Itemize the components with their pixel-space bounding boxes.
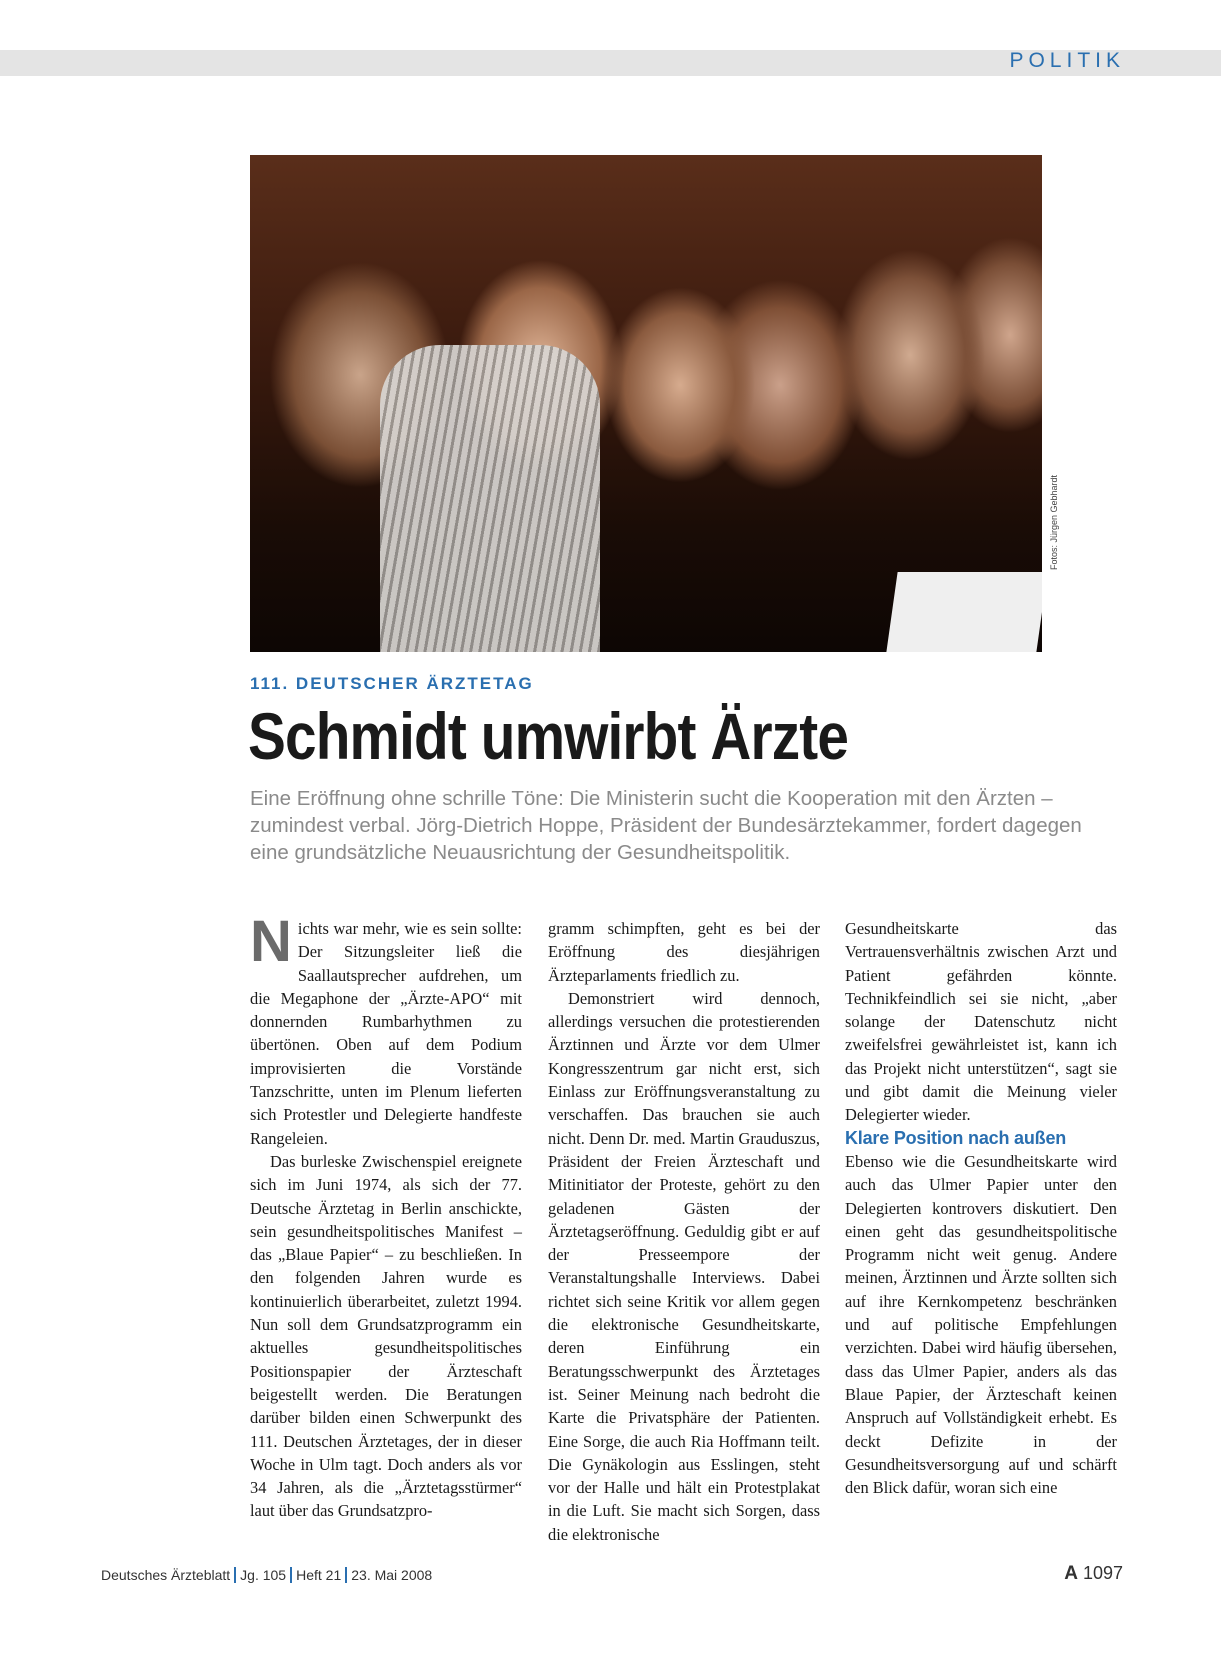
journal-name: Deutsches Ärzteblatt (101, 1567, 231, 1583)
page-number-value: 1097 (1082, 1563, 1123, 1583)
text-column-2 (548, 917, 820, 1546)
journal-issue: Heft 21 (296, 1567, 342, 1583)
page-number (1064, 1563, 1123, 1585)
paragraph-text: ichts war mehr, wie es sein sollte: Der Sitzungsleiter ließ die Saallautsprecher aufdrehen, um die Megaphone der „Ärzte-APO“ mit donnernden Rumbarhythmen zu übertönen. Oben auf dem Podium improvisierten die Vorstände Tanzschritte, unten im Plenum lieferten sich Protestler und Delegierte handfeste Rangeleien. (250, 919, 522, 1148)
page-footer (101, 1567, 432, 1583)
footer-separator (290, 1567, 292, 1583)
article-photo (250, 155, 1042, 652)
drop-cap: N (250, 909, 292, 974)
paragraph: gramm schimpften, geht es bei der Eröffnung des diesjährigen Ärzteparlaments friedlich zu. (548, 919, 820, 985)
section-subhead: Klare Position nach außen (845, 1127, 1067, 1148)
paragraph: Das burleske Zwischenspiel ereignete sich im Juni 1974, als sich der 77. Deutsche Ärztetag in Berlin anschickte, sein gesundheitspolitisches Manifest – das „Blaue Papier“ – zu beschließen. In den folgenden Jahren wurde es kontinuierlich überarbeitet, zuletzt 1994. Nun soll dem Grundsatzprogramm ein aktuelles gesundheitspolitisches Positionspapier der Ärzteschaft beigestellt werden. Die Beratungen darüber bilden einen Schwerpunkt des 111. Deutschen Ärztetages, der in dieser Woche in Ulm tagt. Doch anders als vor 34 Jahren, als die „Ärztetagsstürmer“ laut über das Grundsatzpro- (250, 1151, 522, 1521)
article-kicker: 111. DEUTSCHER ÄRZTETAG (250, 674, 534, 693)
footer-separator (345, 1567, 347, 1583)
paragraph: Demonstriert wird dennoch, allerdings versuchen die protestierenden Ärztinnen und Ärzte vor dem Ulmer Kongresszentrum gar nicht erst, sich Einlass zur Eröffnungsveranstaltung zu verschaffen. Das brauchen sie auch nicht. Denn Dr. med. Martin Grauduszus, Präsident der Freien Ärzteschaft und Mitinitiator der Proteste, gehört zu den geladenen Gästen der Ärztetagseröffnung. Geduldig gibt er auf der Presseempore der Veranstaltungshalle Interviews. Dabei richtet sich seine Kritik vor allem gegen die elektronische Gesundheitskarte, deren Einführung ein Beratungsschwerpunkt des Ärztetages ist. Seiner Meinung nach bedroht die Karte die Privatsphäre der Patienten. Eine Sorge, die auch Ria Hoffmann teilt. Die Gynäkologin aus Esslingen, steht vor der Halle und hält ein Protestplakat in die Luft. Sie macht sich Sorgen, dass die elektronische (548, 988, 820, 1544)
page-prefix: A (1064, 1563, 1078, 1584)
journal-date: 23. Mai 2008 (351, 1567, 433, 1583)
article-headline: Schmidt umwirbt Ärzte (248, 699, 849, 773)
text-column-1 (250, 909, 522, 1523)
section-label: POLITIK (1009, 49, 1125, 72)
paragraph: Ebenso wie die Gesundheitskarte wird auch das Ulmer Papier unter den Delegierten kontrovers diskutiert. Den einen geht das gesundheitspolitische Programm nicht weit genug. Andere meinen, Ärztinnen und Ärzte sollten sich auf ihre Kernkompetenz beschränken und auf politische Empfehlungen verzichten. Dabei wird häufig übersehen, dass das Ulmer Papier, anders als das Blaue Papier, der Ärzteschaft keinen Anspruch auf Vollständigkeit erhebt. Es deckt Defizite in der Gesundheitsversorgung auf und schärft den Blick dafür, woran sich eine (845, 1151, 1117, 1498)
article-lead: Eine Eröffnung ohne schrille Töne: Die Ministerin sucht die Kooperation mit den Ärzten – zumindest verbal. Jörg-Dietrich Hoppe, Präsident der Bundesärztekammer, fordert dagegen eine grundsätzliche Neuausrichtung der Gesundheitspolitik. (250, 787, 1082, 864)
photo-credit: Fotos: Jürgen Gebhardt (1049, 474, 1059, 570)
photo-shirt-shape (380, 345, 600, 652)
text-column-3 (845, 917, 1117, 1499)
paragraph: Gesundheitskarte das Vertrauensverhältnis zwischen Arzt und Patient gefährden könnte. Technikfeindlich sei sie nicht, „aber solange der Datenschutz nicht zweifelsfrei gewährleistet ist, kann ich das Projekt nicht unterstützen“, sagt sie und gibt damit die Meinung vieler Delegierter wieder. (845, 919, 1117, 1125)
journal-volume: Jg. 105 (240, 1567, 287, 1583)
photo-paper-shape (886, 572, 1042, 652)
footer-separator (234, 1567, 236, 1583)
paragraph (250, 909, 522, 1150)
